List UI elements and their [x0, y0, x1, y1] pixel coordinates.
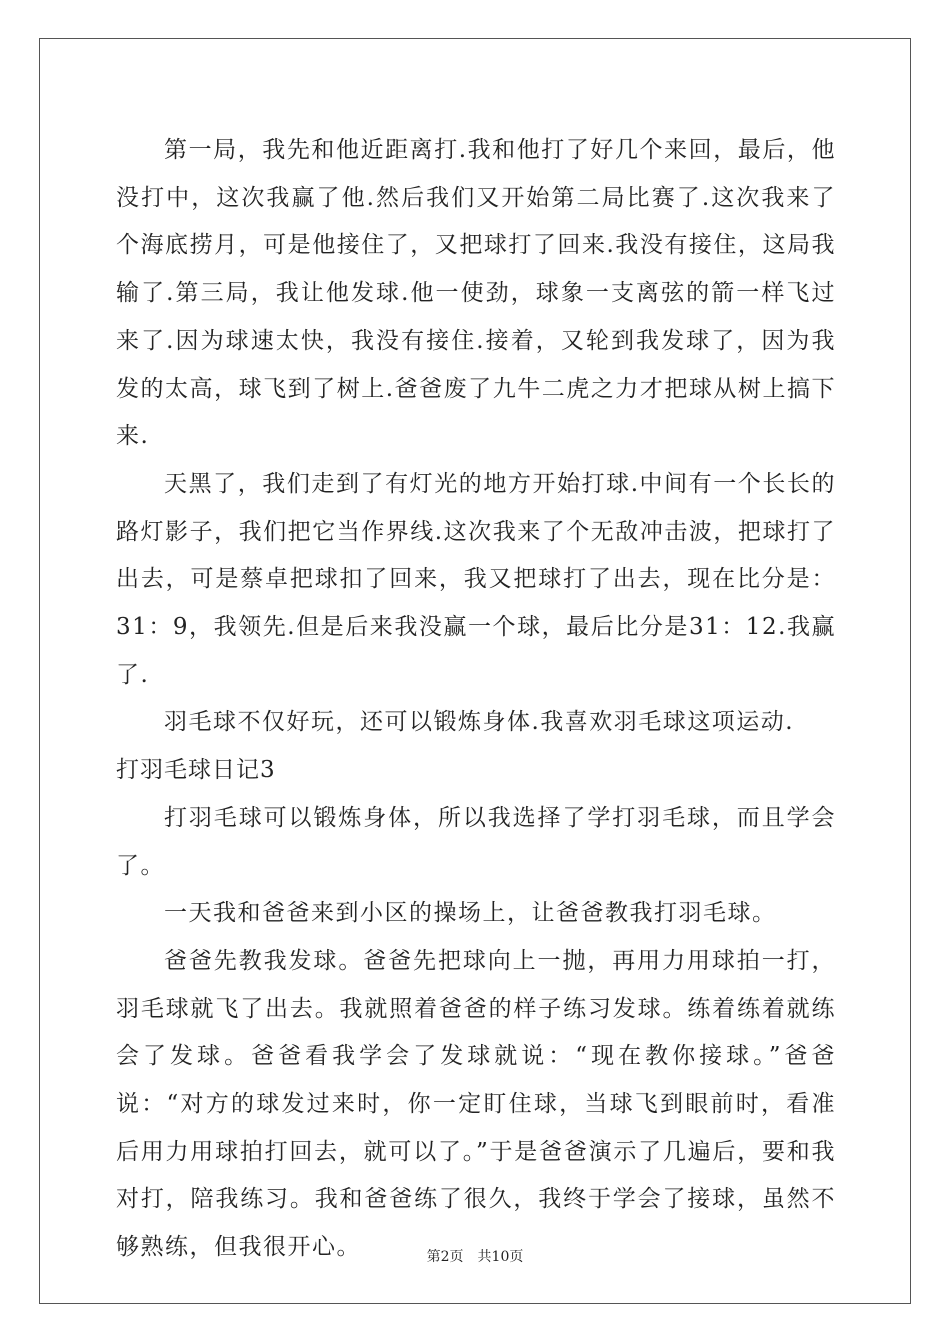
paragraph-conclusion: 羽毛球不仅好玩，还可以锻炼身体.我喜欢羽毛球这项运动. [164, 709, 795, 736]
paragraph-lesson: 爸爸先教我发球。爸爸先把球向上一抛，再用力用球拍一打，羽毛球就飞了出去。我就照着爸爸的样子练习发球。练着练着就练会了发球。爸爸看我学会了发球就说：“现在教你接球。”爸爸说：“对方的球发过来时，你一定盯住球，当球飞到眼前时，看准后用力用球拍打回去，就可以了。”于是爸爸演示了几遍后，要和我对打，陪我练习。我和爸爸练了很久，我终于学会了接球，虽然不够熟练，但我很开心。 [116, 947, 836, 1261]
paragraph-night-game: 天黑了，我们走到了有灯光的地方开始打球.中间有一个长长的路灯影子，我们把它当作界线.这次我来了个无敌冲击波，把球打了出去，可是蔡卓把球扣了回来，我又把球打了出去，现在比分是：31：9，我领先.但是后来我没赢一个球，最后比分是31：12.我赢了. [116, 470, 836, 688]
paragraph-first-round: 第一局，我先和他近距离打.我和他打了好几个来回，最后，他没打中，这次我赢了他.然后我们又开始第二局比赛了.这次我来了个海底捞月，可是他接住了，又把球打了回来.我没有接住，这局我输了.第三局，我让他发球.他一使劲，球象一支离弦的箭一样飞过来了.因为球速太快，我没有接住.接着，又轮到我发球了，因为我发的太高，球飞到了树上.爸爸废了九牛二虎之力才把球从树上搞下来. [116, 137, 836, 450]
paragraph-playground: 一天我和爸爸来到小区的操场上，让爸爸教我打羽毛球。 [164, 900, 777, 927]
page-number: 第2页 [426, 1249, 464, 1265]
section-heading: 打羽毛球日记3 [116, 757, 276, 784]
paragraph-intro: 打羽毛球可以锻炼身体，所以我选择了学打羽毛球，而且学会了。 [116, 804, 836, 879]
page-total: 共10页 [477, 1249, 524, 1265]
document-body [116, 127, 836, 1272]
page-footer [0, 1246, 950, 1266]
